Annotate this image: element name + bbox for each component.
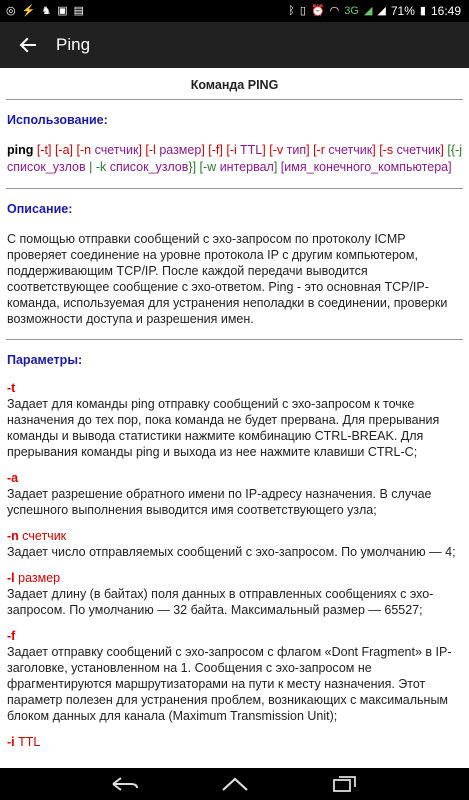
alarm-icon: ⏰ [310,4,325,17]
app-title: Ping [56,35,91,54]
usage-close-n: ] [138,143,142,157]
usage-close-v: ] [306,143,310,157]
description-section [0,201,469,327]
description-text: С помощью отправки сообщений с эхо-запросом по протоколу ICMP проверяет соединение на уровне протокола IP с другим компьютером, поддерживающим TCP/IP. После каждой передачи выводится соответствующее сообщение с эхо-ответом. Ping - это основная TCP/IP-команда, используемая для устранения неполадки в соединении, проверки возможности доступа и разрешения имен. [7,232,448,326]
param-desc: Задает число отправляемых сообщений с эхо-запросом. По умолчанию — 4; [7,545,456,559]
home-icon [220,776,250,792]
system-icons [288,4,469,18]
param-item [7,528,462,560]
usage-opt-j: [{-j [447,143,462,157]
divider [6,188,463,189]
param-flag [7,380,462,396]
usage-syntax [7,142,462,176]
param-desc: Задает разрешение обратного имени по IP-адресу назначения. В случае успешного выполнения выводится имя соответствующего узла; [7,487,432,517]
param-desc: Задает отправку сообщений с эхо-запросом с флагом «Dont Fragment» в IP-заголовке, установленном на 1. Сообщения с эхо-запросом не фрагментируются маршрутизаторами на пути к месту назначения. Этот параметр полезен для устранения проблем, возникающих с максимальным блоком данных для канала (Maximum Transmission Unit); [7,645,452,723]
notification-icon-3: ♞ [41,4,52,17]
usage-close-i: ] [262,143,266,157]
usage-opt-r: [-r [313,143,325,157]
battery-icon: ▮ [419,4,426,17]
param-desc: Задает длину (в байтах) поля данных в отправленных сообщениях с эхо-запросом. По умолчанию — 32 байта. Максимальный размер — 65527; [7,587,434,617]
wifi-icon: ◠ [329,4,340,17]
document-view[interactable] [0,68,469,768]
usage-close-r: ] [372,143,376,157]
usage-arg-k: список_узлов [109,160,189,174]
status-bar [0,0,469,22]
app-bar [0,22,469,68]
param-flag-value: размер [18,571,61,585]
usage-opt-s: [-s [379,143,394,157]
param-item [7,570,462,618]
usage-arg-l: размер [159,143,202,157]
arrow-back-icon [19,36,37,54]
nav-home-button[interactable] [215,770,255,798]
network-type: 3G [344,5,359,17]
usage-arg-n: счетчик [94,143,139,157]
notification-icons [0,6,84,17]
divider [6,99,463,100]
param-flag-name: -l [7,571,15,585]
usage-close-w: ] [273,160,278,174]
param-flag [7,628,462,644]
clock: 16:49 [430,4,461,18]
param-flag-name: -i [7,735,15,749]
param-flag [7,470,462,486]
param-flag-name: -a [7,471,19,485]
param-flag-name: -t [7,381,16,395]
param-item [7,628,462,724]
param-flag-value: счетчик [22,529,67,543]
bluetooth-icon: ᛒ [288,4,295,17]
usage-close-jk: }] [188,160,197,174]
param-item [7,734,462,750]
param-item [7,470,462,518]
signal-icon-2: ◢ [377,4,386,17]
vibrate-icon: ▯ [299,4,306,17]
recents-icon [332,775,358,793]
usage-sep: | [89,160,93,174]
usage-opt-a: [-a] [54,143,74,157]
notification-icon-5: ▤ [73,4,84,17]
signal-icon: ◢ [363,4,373,17]
param-item [7,380,462,460]
navigation-bar [0,768,469,800]
usage-arg-j: список_узлов [7,160,86,174]
param-flag [7,734,462,750]
usage-opt-k: -k [95,160,107,174]
param-flag-name: -f [7,629,16,643]
usage-opt-n: [-n [76,143,92,157]
usage-arg-r: счетчик [328,143,373,157]
usage-cmd: ping [7,143,34,157]
description-heading: Описание: [7,202,73,216]
back-button[interactable] [0,22,56,68]
params-section [0,352,469,750]
usage-opt-v: [-v [269,143,284,157]
usage-close-s: ] [440,143,444,157]
nav-back-button[interactable] [105,770,145,798]
param-flag [7,528,462,544]
nav-back-icon [111,777,139,791]
param-flag-value: TTL [18,735,41,749]
params-heading: Параметры: [7,353,83,367]
usage-section [0,112,469,176]
notification-icon-1: ◎ [6,4,16,17]
divider [6,339,463,340]
usage-opt-t: [-t] [36,143,52,157]
usage-arg-s: счетчик [396,143,441,157]
usage-opt-w: [-w [199,160,217,174]
usage-close-l: ] [201,143,205,157]
nav-recents-button[interactable] [325,770,365,798]
param-desc: Задает для команды ping отправку сообщений с эхо-запросом к точке назначения до тех пор, пока команда не будет прервана. Для прерывания команды и вывода статистики нажмите комбинацию CTRL-BREAK. Для прерывания команды ping и выхода из нее нажмите клавиши CTRL-C; [7,397,440,459]
battery-level: 71% [390,4,415,18]
usage-arg-w: интервал [219,160,274,174]
usage-heading: Использование: [7,113,108,127]
usage-opt-l: [-l [145,143,156,157]
notification-icon-4: ▣ [57,4,68,17]
document-title: Команда PING [190,78,279,92]
usage-arg-v: тип [286,143,307,157]
usage-target: [имя_конечного_компьютера] [280,160,452,174]
usage-opt-i: [-i [226,143,237,157]
notification-icon-2: ⚡ [21,4,36,17]
param-flag-name: -n [7,529,19,543]
param-flag [7,570,462,586]
usage-opt-f: [-f] [208,143,223,157]
usage-arg-i: TTL [240,143,263,157]
